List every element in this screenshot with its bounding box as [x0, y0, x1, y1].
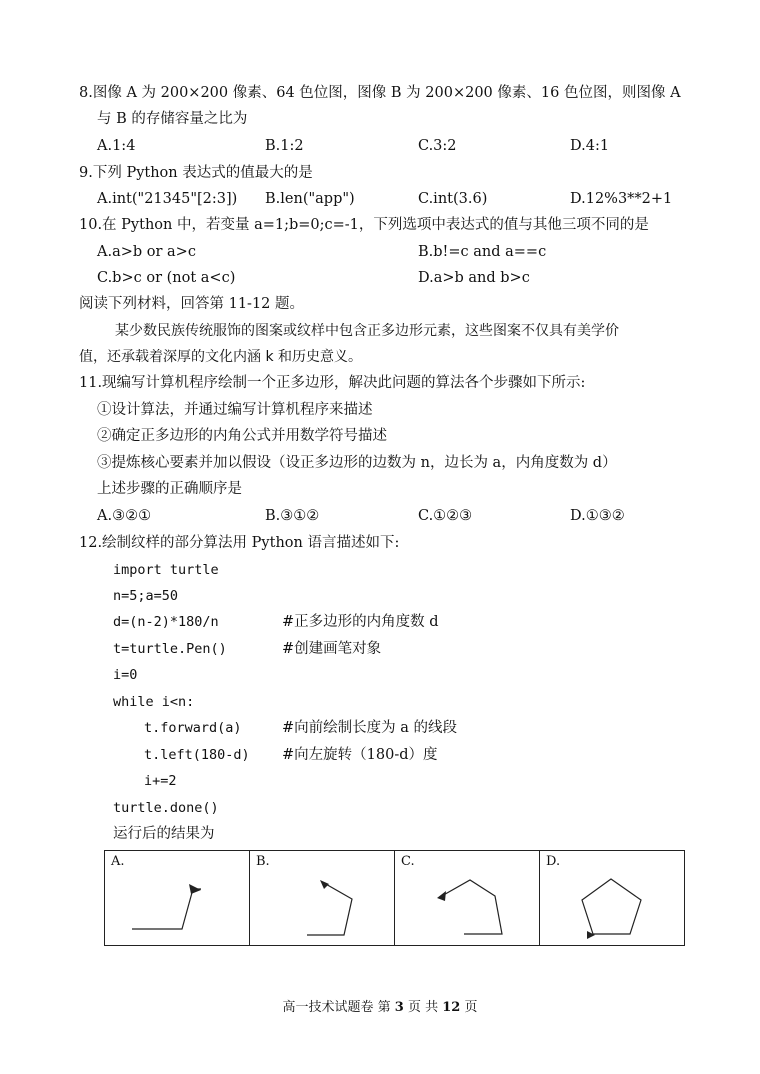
q11-option-c: C.①②③ — [418, 508, 473, 524]
reading-paragraph-line1: 某少数民族传统服饰的图案或纹样中包含正多边形元素，这些图案不仅具有美学价 — [115, 323, 619, 339]
code-comment: #正多边形的内角度数 d — [282, 614, 439, 630]
q11-stem: 11.现编写计算机程序绘制一个正多边形，解决此问题的算法各个步骤如下所示: — [79, 375, 586, 391]
q11-step-3: ③提炼核心要素并加以假设（设正多边形的边数为 n，边长为 a，内角度数为 d） — [97, 455, 617, 471]
q10-option-c: C.b>c or (not a<c) — [97, 270, 236, 286]
q11-step-1: ①设计算法，并通过编写计算机程序来描述 — [97, 402, 373, 418]
code-line: i+=2 — [144, 773, 177, 789]
q9-option-b: B.len("app") — [265, 191, 355, 207]
turtle-drawing-d — [540, 851, 692, 947]
figure-label-a: A. — [111, 854, 125, 869]
code-line: d=(n-2)*180/n — [113, 614, 219, 630]
q10-stem: 10.在 Python 中，若变量 a=1;b=0;c=-1，下列选项中表达式的值与其他三项不同的是 — [79, 217, 649, 233]
figure-cell-a — [105, 851, 250, 946]
q8-option-d: D.4:1 — [570, 138, 610, 154]
q11-ask: 上述步骤的正确顺序是 — [97, 481, 242, 497]
q11-step-2: ②确定正多边形的内角公式并用数学符号描述 — [97, 428, 387, 444]
code-line: turtle.done() — [113, 800, 219, 816]
q11-option-a: A.③②① — [97, 508, 152, 524]
q11-option-b: B.③①② — [265, 508, 320, 524]
figure-label-d: D. — [546, 854, 561, 869]
q9-option-c: C.int(3.6) — [418, 191, 488, 207]
q12-result-prompt: 运行后的结果为 — [113, 826, 215, 842]
footer-suffix: 页 — [464, 1000, 478, 1015]
code-line: t.forward(a) — [144, 720, 242, 736]
footer-page-number: 3 — [394, 1000, 404, 1015]
figure-cell-c — [395, 851, 540, 946]
q8-option-a: A.1:4 — [97, 138, 136, 154]
code-line: i=0 — [113, 667, 138, 683]
q8-stem-line2: 与 B 的存储容量之比为 — [97, 111, 248, 127]
q10-option-a: A.a>b or a>c — [97, 244, 196, 260]
q8-option-c: C.3:2 — [418, 138, 457, 154]
q11-option-d: D.①③② — [570, 508, 625, 524]
code-line: t=turtle.Pen() — [113, 641, 227, 657]
footer-mid: 页 共 — [407, 1000, 439, 1015]
footer-prefix: 高一技术试题卷 第 — [282, 1000, 391, 1015]
reading-paragraph-line2: 值，还承载着深厚的文化内涵 k 和历史意义。 — [79, 349, 363, 365]
turtle-drawing-b — [250, 851, 396, 947]
footer-total-pages: 12 — [442, 1000, 461, 1015]
turtle-drawing-c — [395, 851, 546, 947]
answer-figure-table — [104, 850, 685, 946]
figure-label-b: B. — [256, 854, 270, 869]
code-line: import turtle — [113, 562, 219, 578]
figure-cell-b — [250, 851, 395, 946]
q10-option-d: D.a>b and b>c — [418, 270, 530, 286]
code-line: t.left(180-d) — [144, 747, 250, 763]
code-line: n=5;a=50 — [113, 588, 179, 604]
q10-option-b: B.b!=c and a==c — [418, 244, 547, 260]
turtle-drawing-a — [105, 851, 231, 947]
code-comment: #创建画笔对象 — [282, 641, 382, 657]
code-comment: #向左旋转（180-d）度 — [282, 747, 438, 763]
code-line: while i<n: — [113, 694, 195, 710]
figure-cell-d — [540, 851, 685, 946]
code-comment: #向前绘制长度为 a 的线段 — [282, 720, 458, 736]
q9-option-d: D.12%3**2+1 — [570, 191, 673, 207]
q12-stem: 12.绘制纹样的部分算法用 Python 语言描述如下: — [79, 535, 400, 551]
figure-label-c: C. — [401, 854, 415, 869]
q8-stem-line1: 8.图像 A 为 200×200 像素、64 色位图，图像 B 为 200×200 像素、16 色位图，则图像 A — [79, 85, 681, 101]
page-footer — [0, 996, 760, 1015]
q9-option-a: A.int("21345"[2:3]) — [97, 191, 238, 207]
q9-stem: 9.下列 Python 表达式的值最大的是 — [79, 165, 313, 181]
reading-intro: 阅读下列材料，回答第 11-12 题。 — [79, 296, 305, 312]
q8-option-b: B.1:2 — [265, 138, 304, 154]
